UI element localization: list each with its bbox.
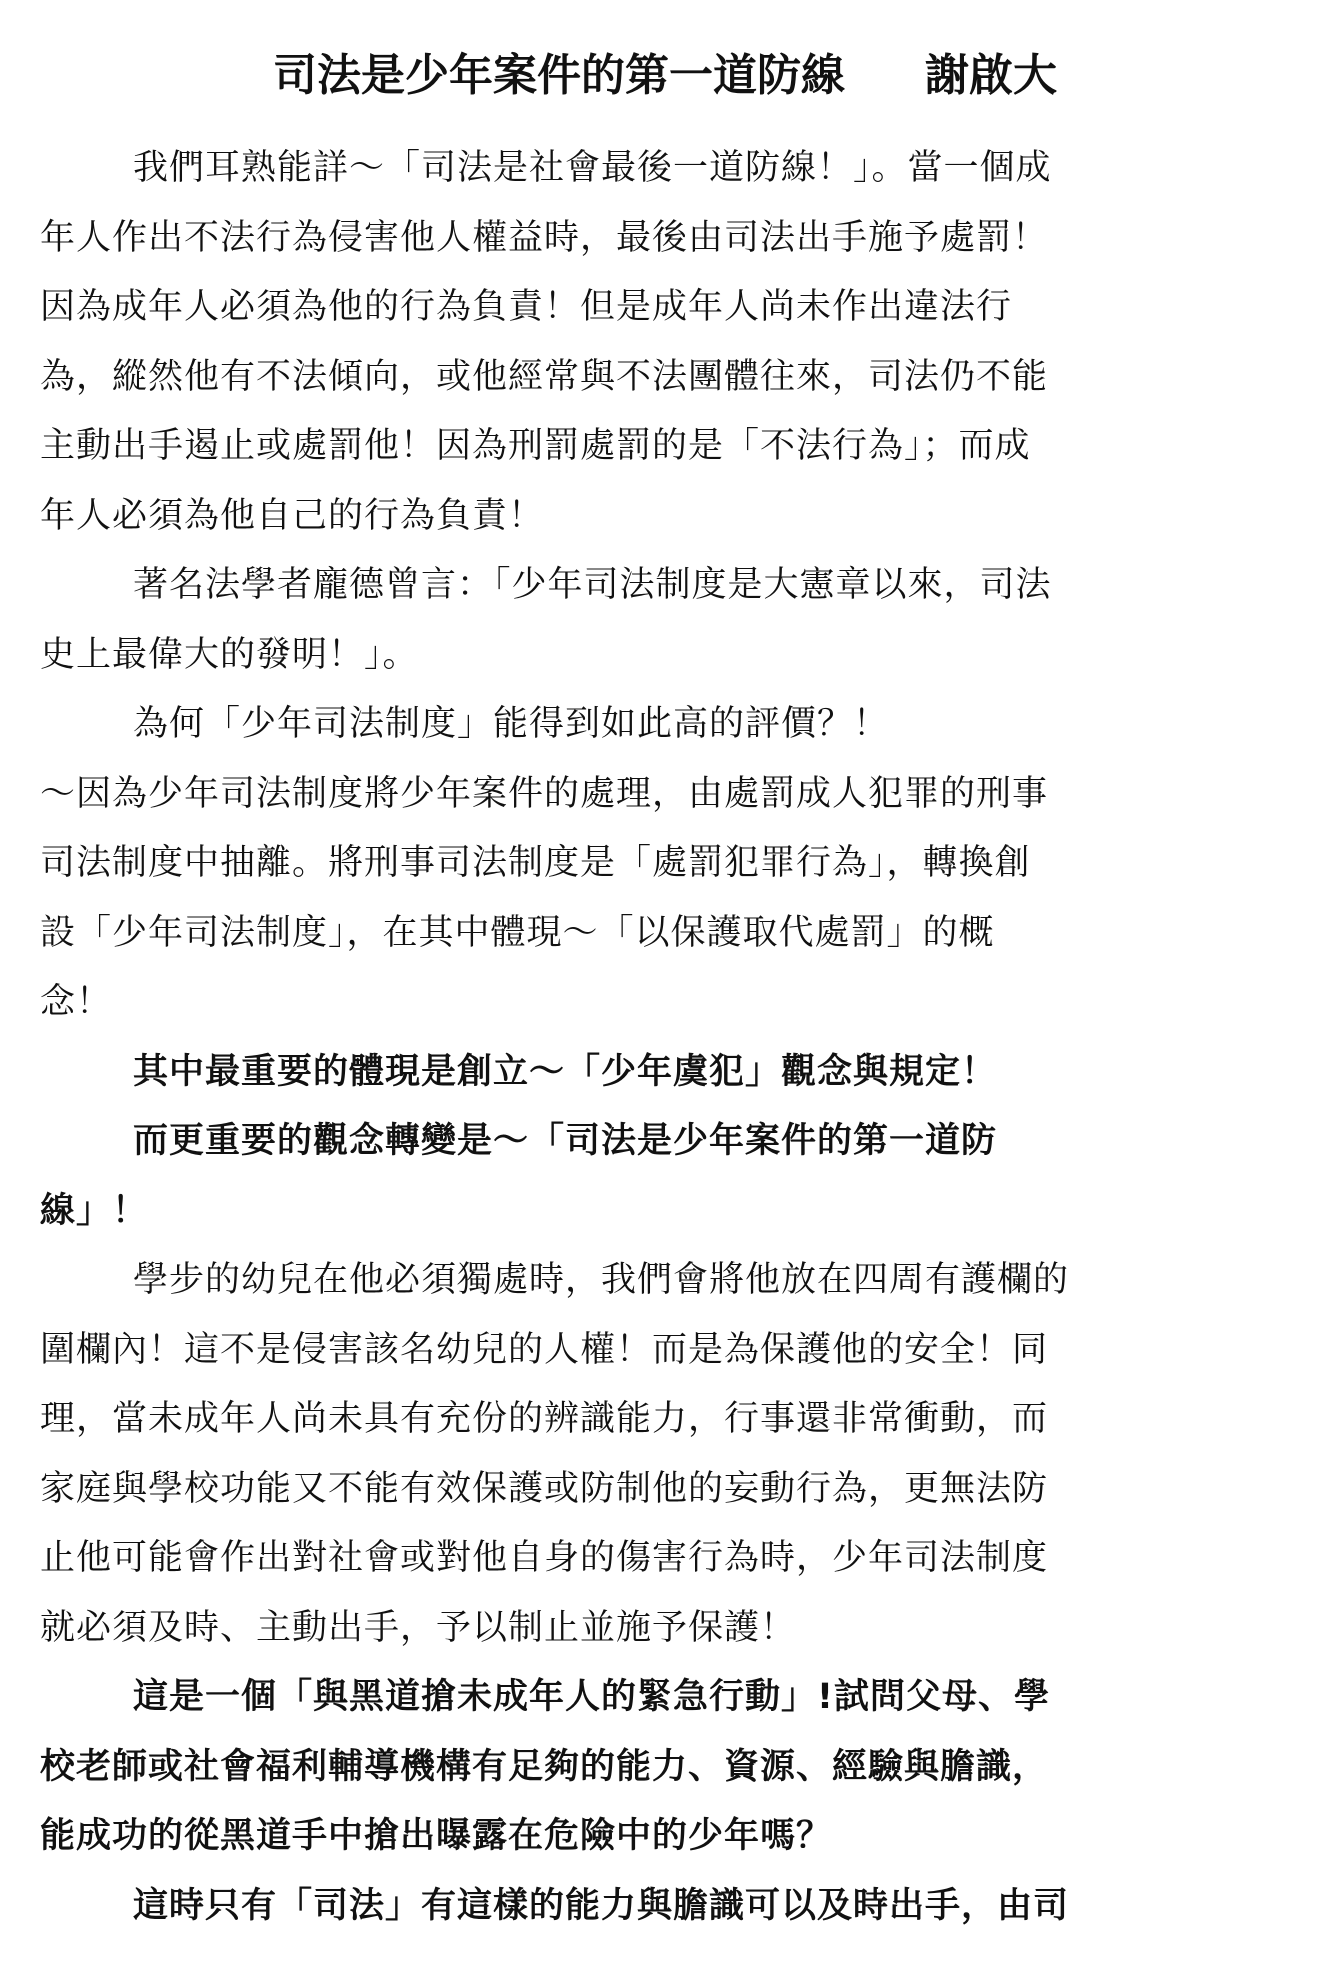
text-line: 年人作出不法行為侵害他人權益時，最後由司法出手施予處罰！ — [40, 217, 1049, 258]
document-author: 謝啟大 — [925, 50, 1057, 101]
text-line: ～因為少年司法制度將少年案件的處理，由處罰成人犯罪的刑事 — [40, 773, 1049, 814]
text-line: 校老師或社會福利輔導機構有足夠的能力、資源、經驗與膽識， — [40, 1746, 1049, 1787]
text-line: 念！ — [40, 982, 113, 1022]
text-line: 史上最偉大的發明！」。 — [40, 634, 419, 675]
text-line: 理，當未成年人尚未具有充份的辨識能力，行事還非常衝動，而 — [40, 1399, 1049, 1439]
text-line: 年人必須為他自己的行為負責！ — [40, 495, 545, 536]
text-line: 家庭與學校功能又不能有效保護或防制他的妄動行為，更無法防 — [40, 1468, 1049, 1509]
document-title: 司法是少年案件的第一道防線 — [273, 50, 845, 101]
text-line: 著名法學者龐德曾言：「少年司法制度是大憲章以來，司法 — [133, 565, 1052, 605]
text-line: 止他可能會作出對社會或對他自身的傷害行為時，少年司法制度 — [40, 1538, 1049, 1578]
text-line: 線」！ — [40, 1190, 149, 1231]
text-line: 我們耳熟能詳～「司法是社會最後一道防線！」。當一個成 — [133, 148, 1052, 188]
document-title-row — [40, 38, 1290, 114]
text-line: 司法制度中抽離。將刑事司法制度是「處罰犯罪行為」，轉換創 — [40, 843, 1031, 883]
document-body — [40, 134, 1290, 1941]
text-line: 這是一個「與黑道搶未成年人的緊急行動」!試問父母、學 — [133, 1677, 1050, 1717]
text-line: 其中最重要的體現是創立～「少年虞犯」觀念與規定！ — [133, 1051, 998, 1092]
text-line: 能成功的從黑道手中搶出曝露在危險中的少年嗎？ — [40, 1816, 833, 1856]
text-line: 就必須及時、主動出手，予以制止並施予保護！ — [40, 1607, 797, 1648]
text-line: 為何「少年司法制度」能得到如此高的評價？！ — [133, 704, 890, 744]
document-page — [40, 38, 1290, 1941]
text-line: 這時只有「司法」有這樣的能力與膽識可以及時出手，由司 — [133, 1885, 1070, 1926]
text-line: 圍欄內！這不是侵害該名幼兒的人權！而是為保護他的安全！同 — [40, 1329, 1049, 1370]
text-line: 為，縱然他有不法傾向，或他經常與不法團體往來，司法仍不能 — [40, 356, 1049, 397]
text-line: 設「少年司法制度」，在其中體現～「以保護取代處罰」的概 — [40, 912, 995, 953]
text-line: 主動出手遏止或處罰他！因為刑罰處罰的是「不法行為」；而成 — [40, 426, 1031, 466]
text-line: 學步的幼兒在他必須獨處時，我們會將他放在四周有護欄的 — [133, 1260, 1070, 1300]
text-line: 因為成年人必須為他的行為負責！但是成年人尚未作出違法行 — [40, 287, 1013, 327]
text-line: 而更重要的觀念轉變是～「司法是少年案件的第一道防 — [133, 1121, 998, 1161]
